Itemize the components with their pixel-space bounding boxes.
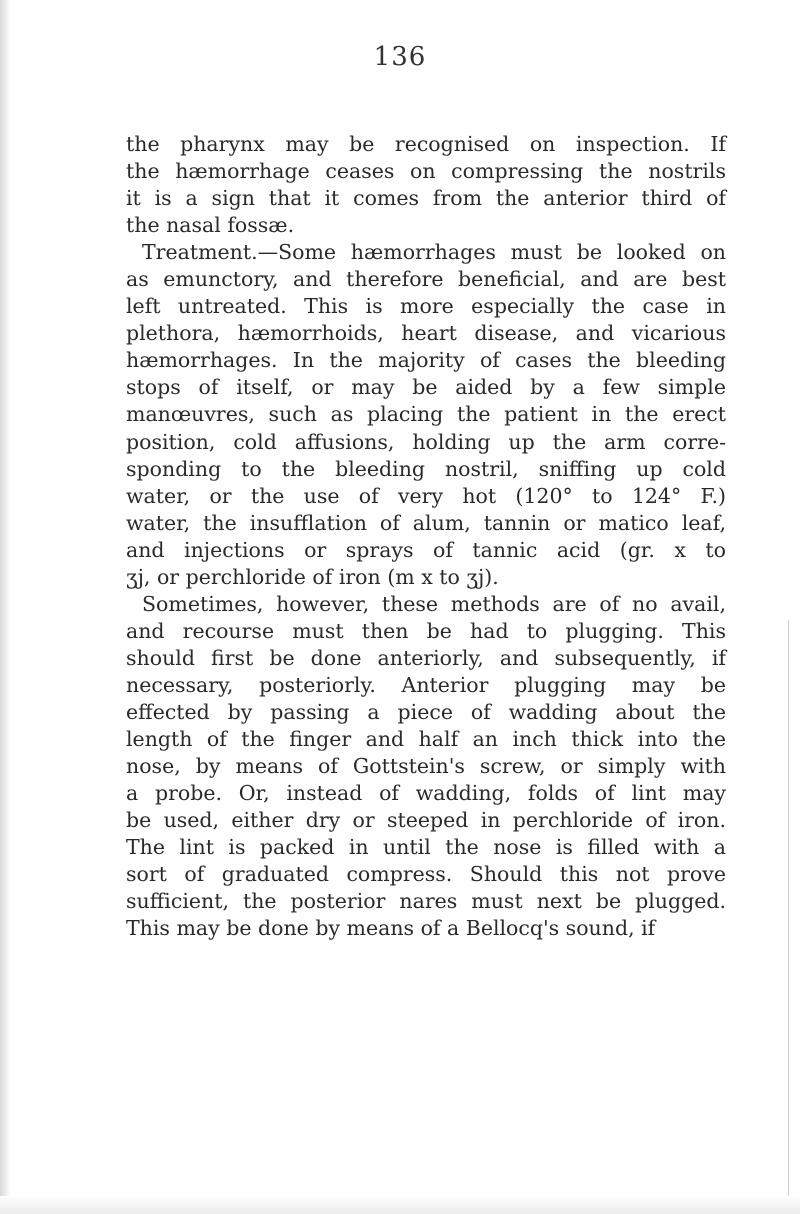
text-line: necessary, posteriorly. Anterior plugging may be — [126, 672, 726, 697]
text-line: the pharynx may be recognised on inspection. If — [126, 132, 726, 156]
text-line: Treatment.—Some hæmorrhages must be looked on — [142, 240, 726, 265]
text-line: The lint is packed in until the nose is filled with a — [126, 835, 726, 860]
text-line: be used, either dry or steeped in perchloride of iron. — [126, 808, 726, 833]
text-line: position, cold affusions, holding up the arm corre- — [126, 429, 726, 454]
text-line: as emunctory, and therefore beneficial, and are best — [126, 267, 726, 292]
page-edge-line — [788, 620, 789, 1210]
text-line: sort of graduated compress. Should this not prove — [126, 862, 726, 887]
text-line: a probe. Or, instead of wadding, folds of lint may — [126, 781, 726, 806]
text-line: This may be done by means of a Bellocq's sound, if — [126, 916, 656, 941]
text-line: effected by passing a piece of wadding about the — [126, 699, 726, 724]
text-line: the hæmorrhage ceases on compressing the nostrils — [126, 159, 726, 184]
text-line: stops of itself, or may be aided by a few simple — [126, 375, 726, 400]
text-line: sponding to the bleeding nostril, sniffing up cold — [126, 456, 726, 481]
text-line: and injections or sprays of tannic acid (gr. x to — [126, 537, 726, 562]
page-bottom-shadow — [0, 1196, 800, 1214]
text-line: it is a sign that it comes from the anterior third of — [126, 186, 726, 211]
text-line: sufficient, the posterior nares must next be plugged. — [126, 889, 726, 914]
text-line: hæmorrhages. In the majority of cases the bleeding — [126, 348, 726, 373]
text-line: the nasal fossæ. — [126, 213, 295, 238]
text-line: left untreated. This is more especially the case in — [126, 294, 726, 319]
binding-edge — [0, 0, 10, 1214]
text-line: Sometimes, however, these methods are of no avail, — [142, 591, 726, 616]
text-line: and recourse must then be had to plugging. This — [126, 618, 726, 643]
text-line: plethora, hæmorrhoids, heart disease, and vicarious — [126, 321, 726, 346]
text-line: ʒj, or perchloride of iron (m x to ʒj). — [126, 564, 499, 589]
text-line: should first be done anteriorly, and subsequently, if — [126, 645, 726, 670]
text-line: nose, by means of Gottstein's screw, or simply with — [126, 754, 726, 779]
text-line: manœuvres, such as placing the patient in the erect — [126, 402, 726, 427]
body-text — [126, 131, 726, 942]
text-line: length of the finger and half an inch thick into the — [126, 727, 726, 752]
page-number: 136 — [373, 42, 427, 72]
text-line: water, the insufflation of alum, tannin or matico leaf, — [126, 510, 726, 535]
text-line: water, or the use of very hot (120° to 124° F.) — [126, 483, 726, 508]
